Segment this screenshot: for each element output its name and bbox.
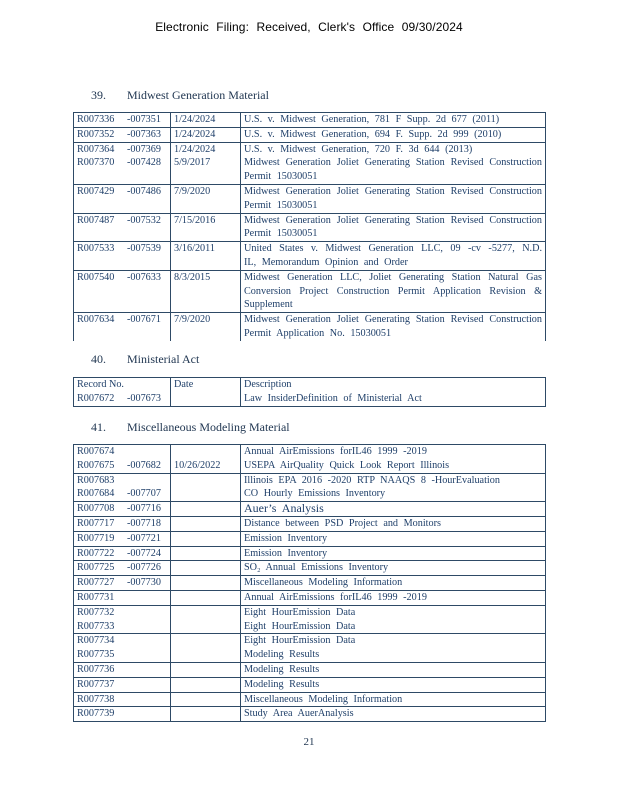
table-row: R007487 -007532 7/15/2016 Midwest Generation Joliet Generating Station Revised Construction Permit 15030051 [74, 213, 546, 242]
table-row-group: R007364 -007369 R007370 -007428 1/24/2024 5/9/2017 U.S. v. Midwest Generation, 720 F. 3d 644 (2013) Midwest Generation Joliet Generating Station Revised Construction Permit 15030051 [74, 142, 546, 184]
table-row: R007717 -007718 Distance between PSD Project and Monitors [74, 516, 546, 531]
section-heading-39: 39. Midwest Generation Material [91, 88, 269, 102]
table-row: R007737 Modeling Results [74, 677, 546, 692]
table-row: R007738 Miscellaneous Modeling Information [74, 692, 546, 707]
table-row: R007739 Study Area AuerAnalysis [74, 707, 546, 722]
table-row: R007727 -007730 Miscellaneous Modeling Information [74, 576, 546, 591]
table-row-group: R007683 R007684 -007707 Illinois EPA 2016 -2020 RTP NAAQS 8 -HourEvaluation CO Hourly Emissions Inventory [74, 473, 546, 502]
table-ministerial-act [73, 377, 546, 407]
table-row: R007540 -007633 8/3/2015 Midwest Generation LLC, Joliet Generating Station Natural Gas Conversion Project Construction Permit Application Revision & Supplement [74, 270, 546, 312]
table-midwest-generation [73, 112, 546, 341]
table-row: R007634 -007671 7/9/2020 Midwest Generation Joliet Generating Station Revised Construction Permit Application No. 15030051 [74, 313, 546, 341]
column-header-date: Date [174, 379, 194, 390]
table-modeling-material [73, 444, 546, 722]
table-row: R007725 -007726 SO₂ Annual Emissions Inventory [74, 561, 546, 576]
table-row: R007736 Modeling Results [74, 662, 546, 677]
table-row: Record No. R007672 -007673 Date Description Law InsiderDefinition of Ministerial Act [74, 378, 546, 407]
table-row-group: R007734 R007735 Eight HourEmission Data Modeling Results [74, 634, 546, 663]
table-row: R007719 -007721 Emission Inventory [74, 531, 546, 546]
section-heading-41: 41. Miscellaneous Modeling Material [91, 420, 290, 434]
table-row-group: R007732 R007733 Eight HourEmission Data Eight HourEmission Data [74, 605, 546, 634]
section-heading-40: 40. Ministerial Act [91, 352, 200, 366]
table-row: R007352 -007363 1/24/2024 U.S. v. Midwest Generation, 694 F. Supp. 2d 999 (2010) [74, 127, 546, 142]
table-row: R007429 -007486 7/9/2020 Midwest Generation Joliet Generating Station Revised Construction Permit 15030051 [74, 184, 546, 213]
filing-header: Electronic Filing: Received, Clerk's Office 09/30/2024 [155, 20, 463, 34]
table-row: R007533 -007539 3/16/2011 United States v. Midwest Generation LLC, 09 -cv -5277, N.D. IL, Memorandum Opinion and Order [74, 242, 546, 271]
column-header-record: Record No. [77, 379, 124, 390]
page-number: 21 [303, 736, 315, 748]
table-row: R007708 -007716 Auer’s Analysis [74, 502, 546, 517]
column-header-description: Description [244, 379, 292, 390]
table-row: R007336 -007351 1/24/2024 U.S. v. Midwest Generation, 781 F Supp. 2d 677 (2011) [74, 113, 546, 128]
table-row: R007722 -007724 Emission Inventory [74, 546, 546, 561]
table-row-group: R007674 R007675 -007682 10/26/2022 Annual AirEmissions forIL46 1999 -2019 USEPA AirQuality Quick Look Report Illinois [74, 445, 546, 474]
table-row: R007731 Annual AirEmissions forIL46 1999 -2019 [74, 590, 546, 605]
